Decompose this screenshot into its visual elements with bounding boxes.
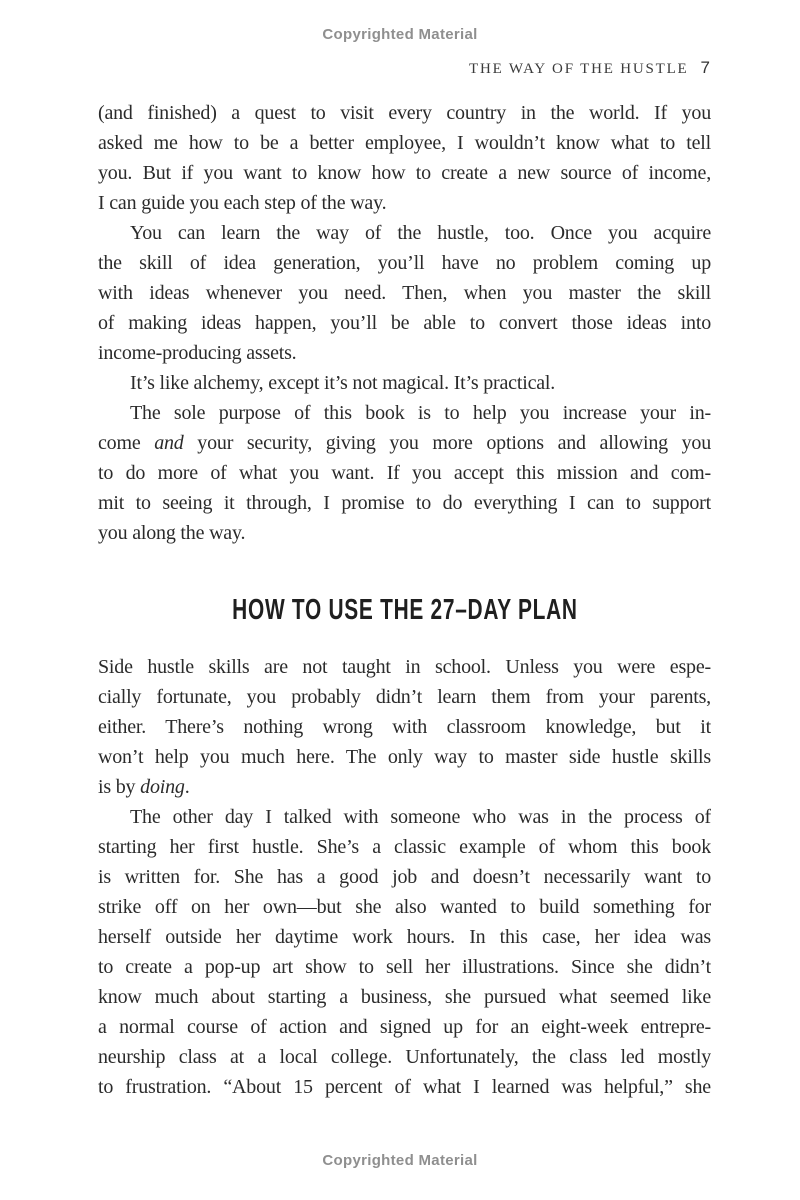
body-line: mit to seeing it through, I promise to do everything I can to support xyxy=(98,492,711,514)
body-line: starting her first hustle. She’s a classic example of whom this book xyxy=(98,836,711,858)
body-line: The sole purpose of this book is to help you increase your in- xyxy=(130,402,711,424)
body-text xyxy=(98,98,711,1102)
section-heading xyxy=(98,594,711,626)
paragraph xyxy=(98,98,711,218)
body-line: to create a pop-up art show to sell her illustrations. Since she didn’t xyxy=(98,956,711,978)
copyright-notice-top: Copyrighted Material xyxy=(322,26,478,43)
page-number: 7 xyxy=(700,58,710,77)
body-line: neurship class at a local college. Unfortunately, the class led mostly xyxy=(98,1046,711,1068)
running-header xyxy=(469,58,710,78)
body-line: come and your security, giving you more options and allowing you xyxy=(98,432,711,454)
body-line: with ideas whenever you need. Then, when you master the skill xyxy=(98,282,711,304)
paragraph xyxy=(98,218,711,368)
body-line: It’s like alchemy, except it’s not magical. It’s practical. xyxy=(130,372,556,394)
body-line: to frustration. “About 15 percent of what I learned was helpful,” she xyxy=(98,1076,711,1098)
body-line: strike off on her own—but she also wanted to build something for xyxy=(98,896,711,918)
body-line: is by doing. xyxy=(98,776,190,798)
body-line: The other day I talked with someone who was in the process of xyxy=(130,806,711,828)
body-line: you. But if you want to know how to create a new source of income, xyxy=(98,162,711,184)
paragraph xyxy=(98,802,711,1102)
paragraph xyxy=(98,368,711,398)
body-line: to do more of what you want. If you accept this mission and com- xyxy=(98,462,711,484)
paragraph xyxy=(98,398,711,548)
body-line: is written for. She has a good job and doesn’t necessarily want to xyxy=(98,866,711,888)
body-line: cially fortunate, you probably didn’t learn them from your parents, xyxy=(98,686,711,708)
body-line: asked me how to be a better employee, I wouldn’t know what to tell xyxy=(98,132,711,154)
body-line: Side hustle skills are not taught in school. Unless you were espe- xyxy=(98,656,711,678)
copyright-notice-bottom: Copyrighted Material xyxy=(322,1152,478,1169)
body-line: the skill of idea generation, you’ll have no problem coming up xyxy=(98,252,711,274)
body-line: you along the way. xyxy=(98,522,246,544)
body-line: herself outside her daytime work hours. In this case, her idea was xyxy=(98,926,711,948)
body-line: (and finished) a quest to visit every country in the world. If you xyxy=(98,102,711,124)
body-line: know much about starting a business, she pursued what seemed like xyxy=(98,986,711,1008)
body-line: either. There’s nothing wrong with classroom knowledge, but it xyxy=(98,716,711,738)
section-heading-text: HOW TO USE THE 27–DAY PLAN xyxy=(231,594,578,626)
body-line: I can guide you each step of the way. xyxy=(98,192,387,214)
body-line: of making ideas happen, you’ll be able to convert those ideas into xyxy=(98,312,711,334)
paragraph xyxy=(98,652,711,802)
body-line: won’t help you much here. The only way to master side hustle skills xyxy=(98,746,711,768)
body-line: a normal course of action and signed up for an eight-week entrepre- xyxy=(98,1016,711,1038)
running-header-title: THE WAY OF THE HUSTLE xyxy=(469,61,689,77)
body-line: You can learn the way of the hustle, too. Once you acquire xyxy=(130,222,711,244)
body-line: income-producing assets. xyxy=(98,342,297,364)
